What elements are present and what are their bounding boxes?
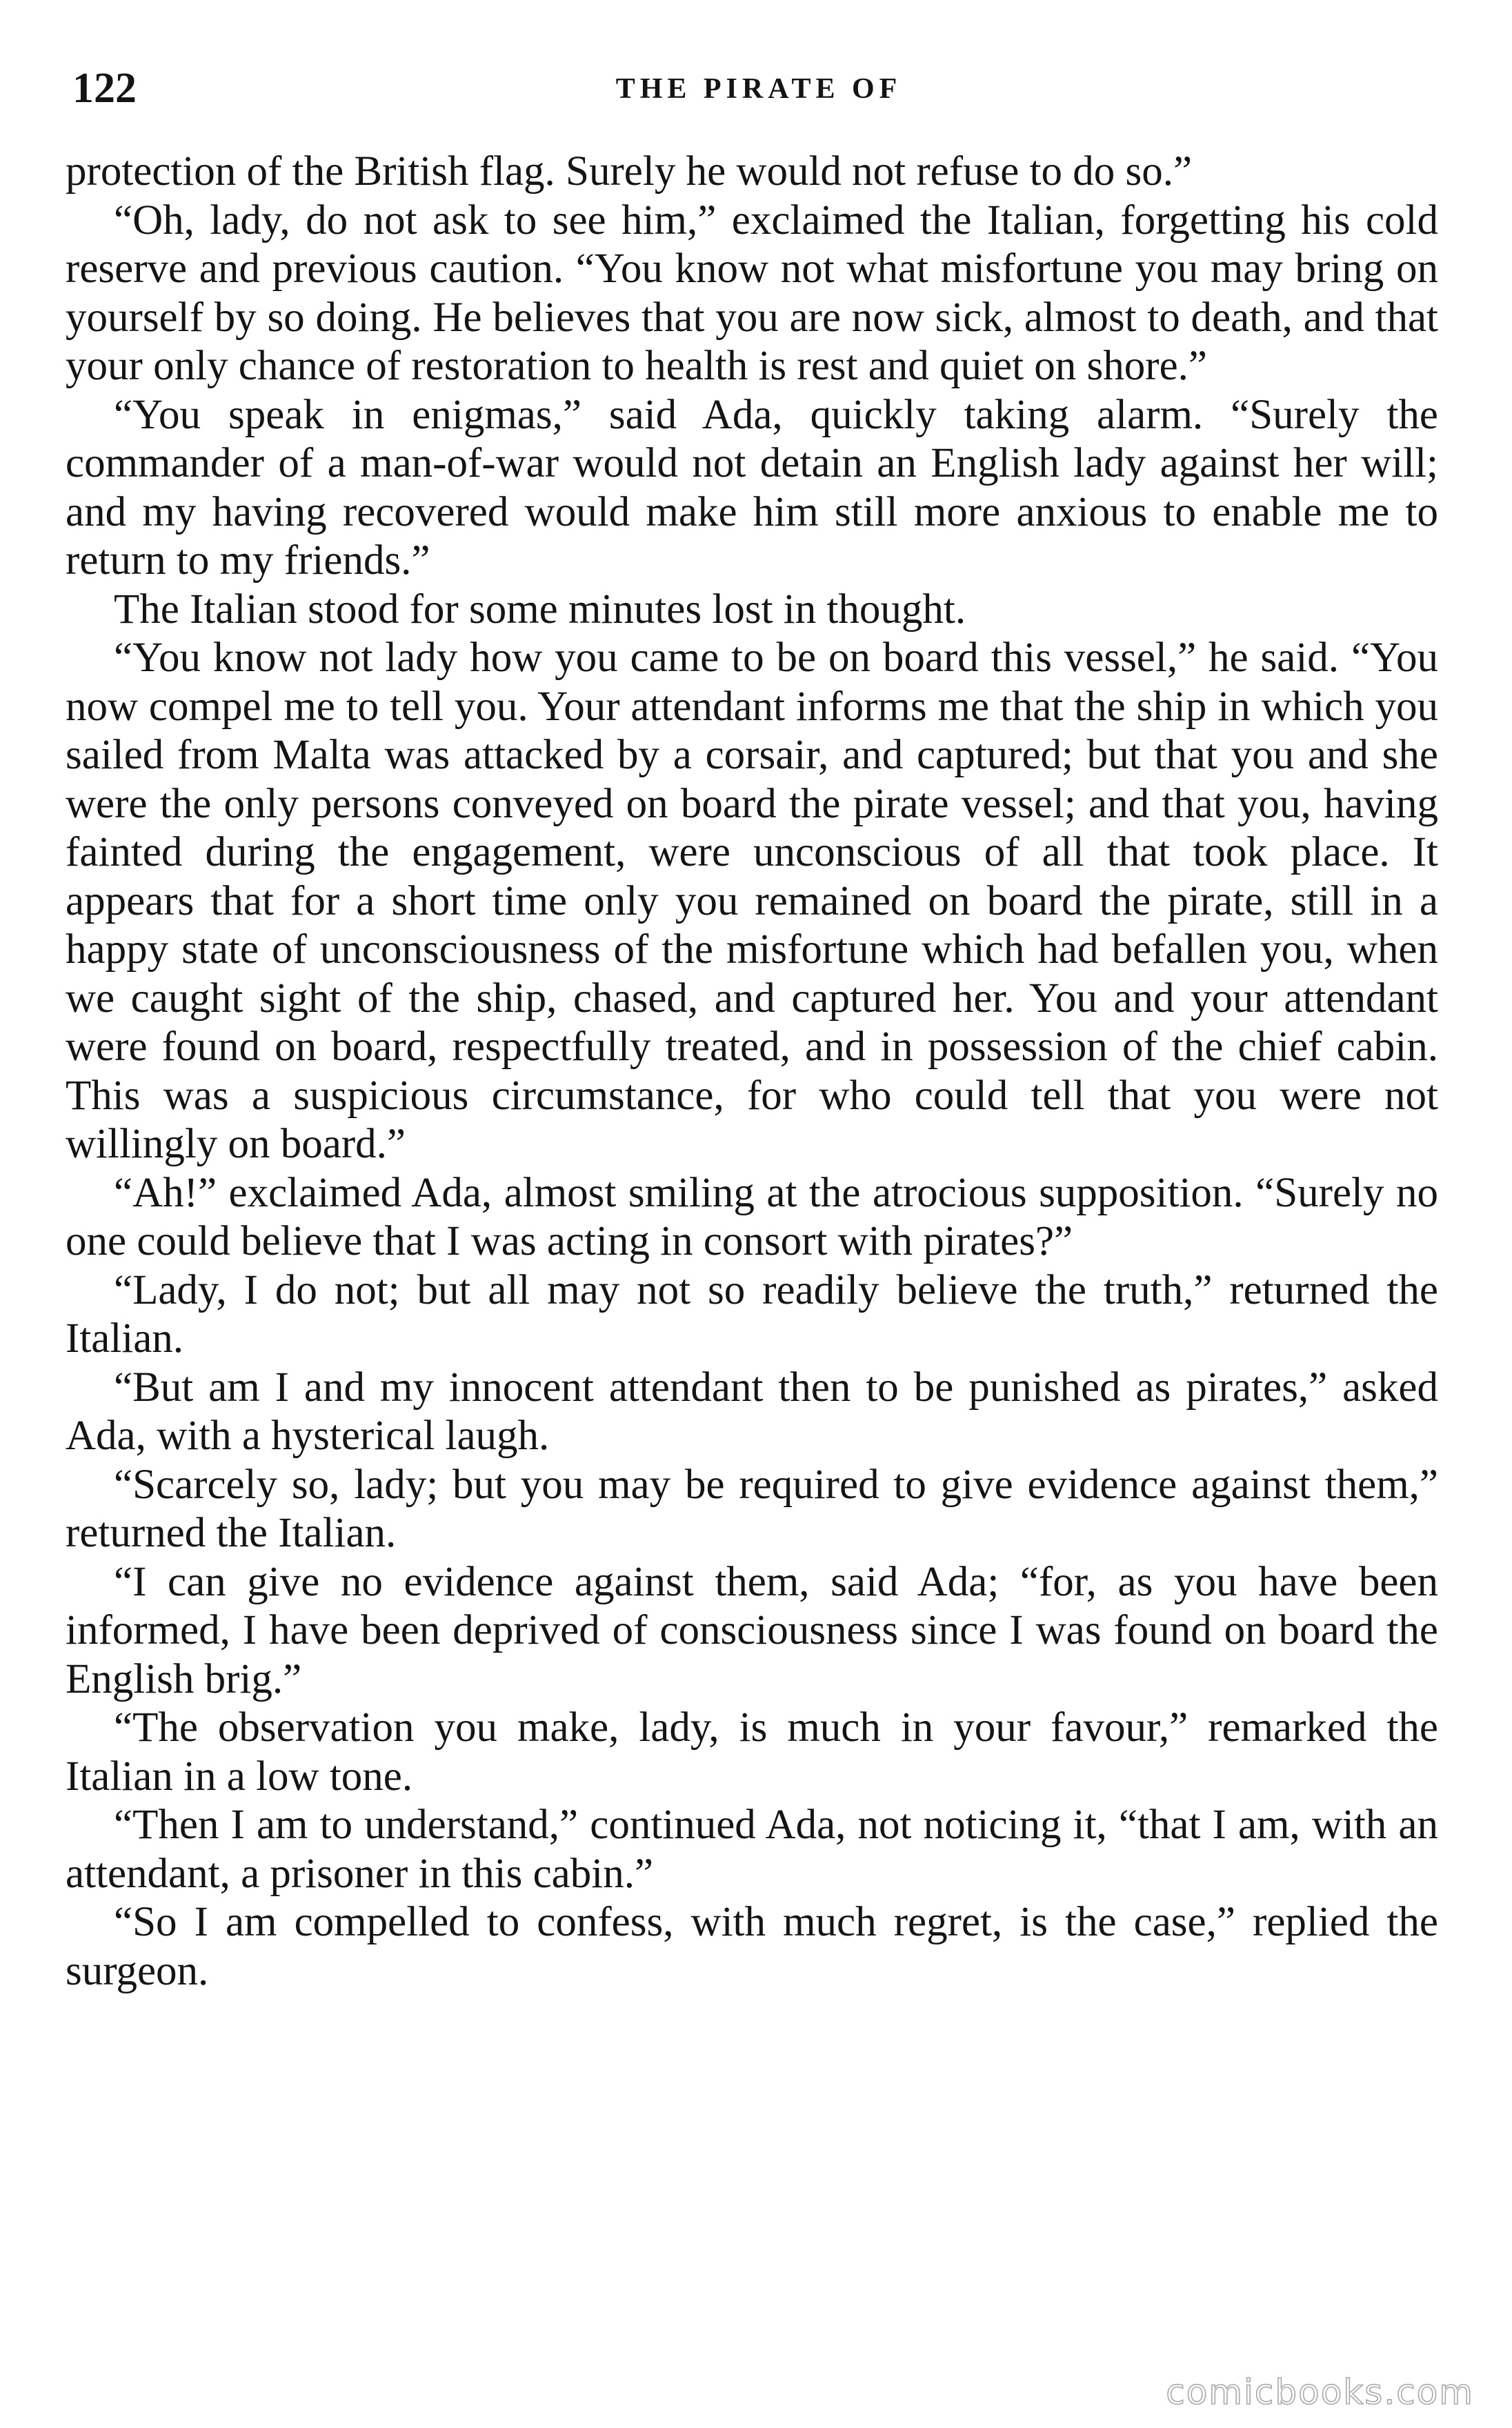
watermark: comicbooks.com: [1166, 2372, 1474, 2412]
paragraph: “Oh, lady, do not ask to see him,” exclaimed the Italian, forgetting his cold reserve and previous caution. “You know not what misfortune you may bring on yourself by so doing. He believes that you are now sick, almost to death, and that your only chance of restoration to health is rest and quiet on shore.”: [66, 197, 1438, 389]
paragraph: “You know not lady how you came to be on board this vessel,” he said. “You now compel me to tell you. Your attendant informs me that the ship in which you sailed from Malta was attacked by a corsair, and captured; but that you and she were the only persons conveyed on board the pirate vessel; and that you, having fainted during the engagement, were unconscious of all that took place. It appears that for a short time only you remained on board the pirate, still in a happy state of unconsciousness of the misfortune which had befallen you, when we caught sight of the ship, chased, and captured her. You and your attendant were found on board, respectfully treated, and in possession of the chief cabin. This was a suspicious circumstance, for who could tell that you were not willingly on board.”: [66, 635, 1438, 1167]
paragraph: “So I am compelled to confess, with much regret, is the case,” replied the surgeon.: [66, 1899, 1438, 1994]
paragraph: “Then I am to understand,” continued Ada, not noticing it, “that I am, with an attendant, a prisoner in this cabin.”: [66, 1802, 1438, 1897]
paragraph: “The observation you make, lady, is much in your favour,” remarked the Italian in a low tone.: [66, 1704, 1438, 1800]
page-number: 122: [72, 65, 137, 112]
paragraph: The Italian stood for some minutes lost in thought.: [114, 586, 966, 633]
paragraph: “Lady, I do not; but all may not so readily believe the truth,” returned the Italian.: [66, 1266, 1438, 1362]
running-head-title: THE PIRATE OF: [615, 73, 902, 105]
running-head: [72, 61, 1445, 116]
paragraph: “Scarcely so, lady; but you may be required to give evidence against them,” returned the Italian.: [66, 1461, 1438, 1556]
paragraph: “But am I and my innocent attendant then to be punished as pirates,” asked Ada, with a hysterical laugh.: [66, 1364, 1438, 1459]
paragraph: “Ah!” exclaimed Ada, almost smiling at the atrocious supposition. “Surely no one could believe that I was acting in consort with pirates?”: [66, 1169, 1438, 1264]
paragraph: “I can give no evidence against them, said Ada; “for, as you have been informed, I have been deprived of consciousness since I was found on board the English brig.”: [66, 1558, 1438, 1702]
paragraph: protection of the British flag. Surely he would not refuse to do so.”: [66, 148, 1193, 195]
paragraph: “You speak in enigmas,” said Ada, quickly taking alarm. “Surely the commander of a man-of-war would not detain an English lady against her will; and my having recovered would make him still more anxious to enable me to return to my friends.”: [66, 391, 1438, 584]
body-text: [66, 148, 1438, 1996]
